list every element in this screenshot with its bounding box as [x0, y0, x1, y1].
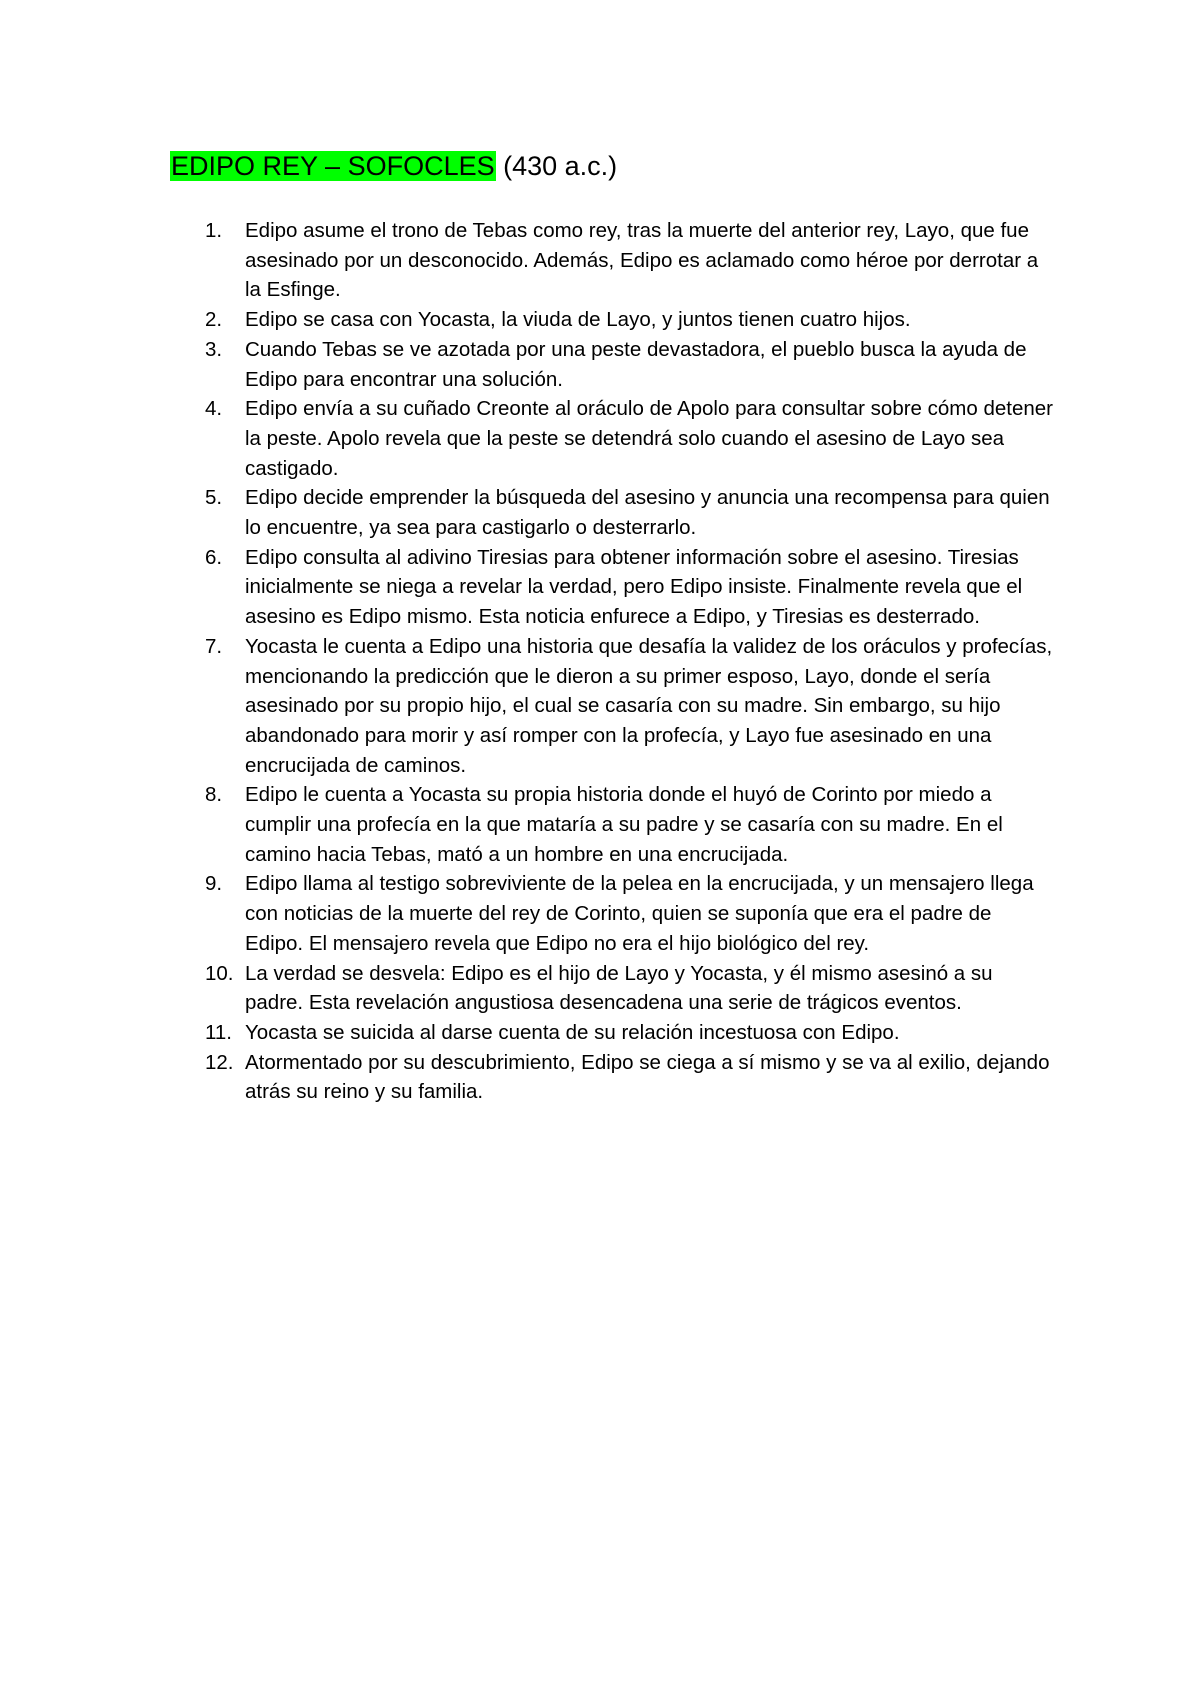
list-item	[205, 869, 1055, 958]
list-item	[205, 216, 1055, 305]
list-item	[205, 305, 1055, 335]
list-item	[205, 394, 1055, 483]
list-item-text: Edipo envía a su cuñado Creonte al oráculo de Apolo para consultar sobre cómo detener la peste. Apolo revela que la peste se detendrá solo cuando el asesino de Layo sea castigado.	[245, 397, 1053, 480]
list-item	[205, 959, 1055, 1018]
list-item-text: Edipo se casa con Yocasta, la viuda de Layo, y juntos tienen cuatro hijos.	[245, 308, 911, 332]
list-item-text: Edipo asume el trono de Tebas como rey, tras la muerte del anterior rey, Layo, que fue asesinado por un desconocido. Además, Edipo es aclamado como héroe por derrotar a la Esfinge.	[245, 219, 1039, 302]
list-item-text: Edipo consulta al adivino Tiresias para obtener información sobre el asesino. Tiresias inicialmente se niega a revelar la verdad, pero Edipo insiste. Finalmente revela que el asesino es Edipo mismo. Esta noticia enfurece a Edipo, y Tiresias es desterrado.	[245, 545, 1023, 629]
list-item-number: 2.	[205, 308, 223, 332]
list-item-text: Yocasta le cuenta a Edipo una historia que desafía la validez de los oráculos y profecías, mencionando la predicción que le dieron a su primer esposo, Layo, donde el sería asesinado por su propio hijo, el cual se casaría con su madre. Sin embargo, su hijo abandonado para morir y así romper con la profecía, y Layo fue asesinado en una encrucijada de caminos.	[245, 634, 1053, 777]
list-item	[205, 780, 1055, 869]
list-item-number: 8.	[205, 783, 223, 807]
list-item-number: 5.	[205, 486, 223, 510]
list-item	[205, 632, 1055, 781]
title-date-text: (430 a.c.)	[495, 151, 618, 181]
list-item-text: Cuando Tebas se ve azotada por una peste devastadora, el pueblo busca la ayuda de Edipo para encontrar una solución.	[245, 337, 1027, 391]
list-item-number: 3.	[205, 337, 223, 361]
list-item	[205, 335, 1055, 394]
title-highlighted-text: EDIPO REY – SOFOCLES	[171, 151, 495, 181]
summary-list	[205, 216, 1055, 1107]
list-item	[205, 1018, 1055, 1048]
list-item	[205, 543, 1055, 632]
list-item-number: 1.	[205, 219, 223, 242]
list-item-number: 12.	[205, 1050, 234, 1074]
list-item-text: Edipo le cuenta a Yocasta su propia historia donde el huyó de Corinto por miedo a cumplir una profecía en la que mataría a su padre y se casaría con su madre. En el camino hacia Tebas, mató a un hombre en una encrucijada.	[245, 783, 1003, 866]
document-title	[170, 148, 617, 184]
list-item-number: 4.	[205, 397, 223, 421]
list-item-text: Edipo decide emprender la búsqueda del asesino y anuncia una recompensa para quien lo encuentre, ya sea para castigarlo o desterrarlo.	[245, 486, 1050, 540]
list-item-text: Yocasta se suicida al darse cuenta de su relación incestuosa con Edipo.	[245, 1020, 900, 1044]
list-item	[205, 483, 1055, 542]
list-item-number: 6.	[205, 545, 223, 569]
list-item-text: Atormentado por su descubrimiento, Edipo se ciega a sí mismo y se va al exilio, dejando atrás su reino y su familia.	[245, 1050, 1050, 1104]
list-item-number: 10.	[205, 961, 234, 985]
list-item-text: La verdad se desvela: Edipo es el hijo de Layo y Yocasta, y él mismo asesinó a su padre. Esta revelación angustiosa desencadena una serie de trágicos eventos.	[245, 961, 993, 1015]
list-item-number: 11.	[205, 1020, 232, 1044]
list-item-text: Edipo llama al testigo sobreviviente de la pelea en la encrucijada, y un mensajero llega con noticias de la muerte del rey de Corinto, quien se suponía que era el padre de Edipo. El mensajero revela que Edipo no era el hijo biológico del rey.	[245, 872, 1034, 955]
list-item	[205, 1048, 1055, 1107]
list-item-number: 7.	[205, 634, 223, 658]
list-item-number: 9.	[205, 872, 223, 896]
